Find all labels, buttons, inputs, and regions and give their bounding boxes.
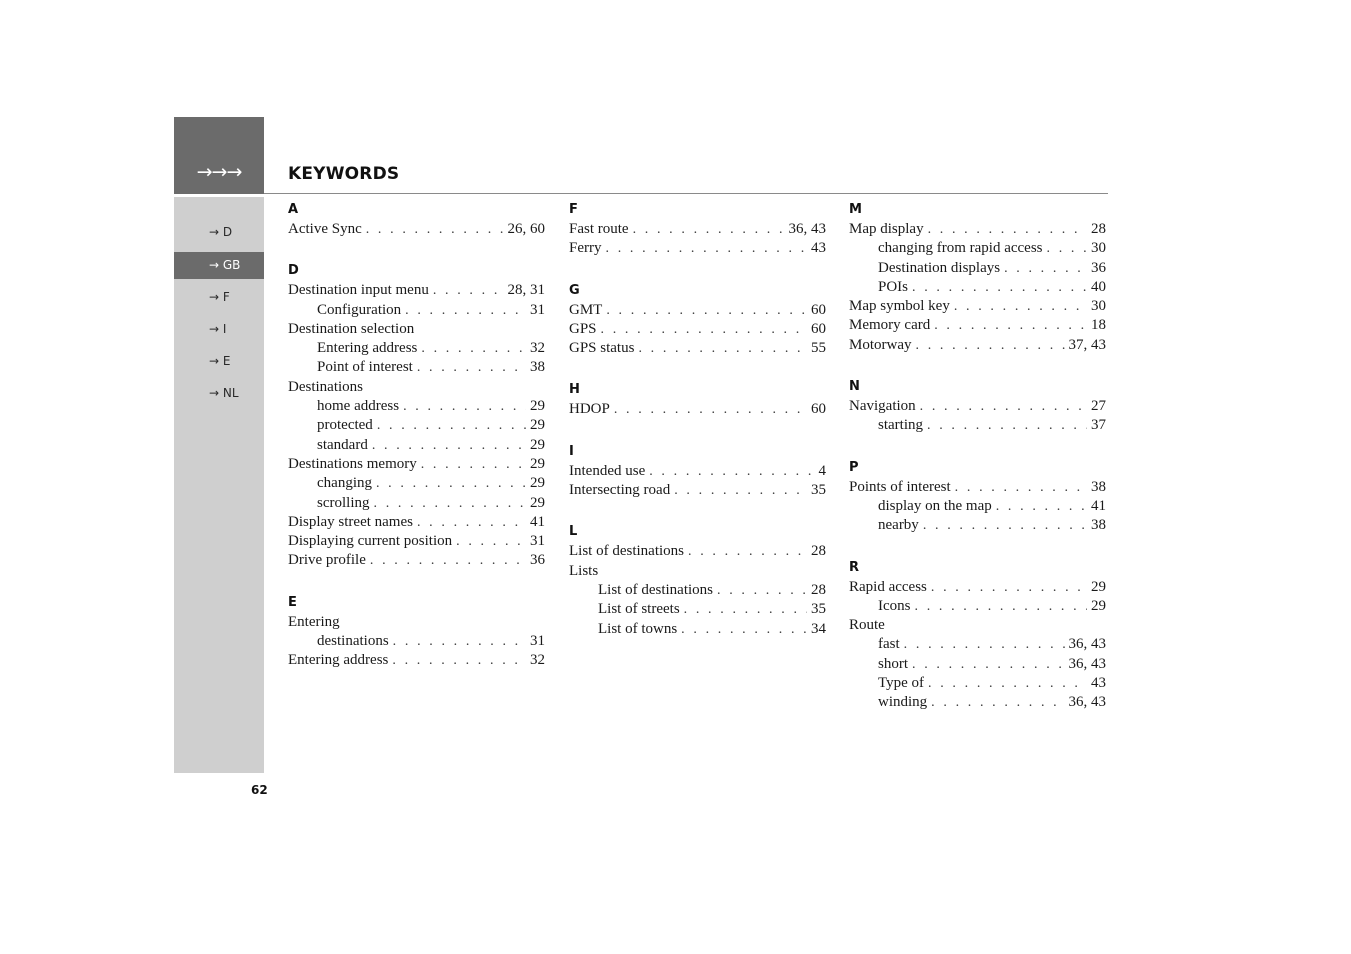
dot-leader xyxy=(920,397,1087,416)
entry-page: 60 xyxy=(811,301,826,318)
index-entry xyxy=(288,220,545,239)
dot-leader xyxy=(684,600,807,619)
entry-term: POIs xyxy=(878,278,909,295)
page-title: KEYWORDS xyxy=(288,164,400,184)
index-entry xyxy=(288,378,545,397)
entry-term: Navigation xyxy=(849,398,916,415)
entry-page: 41 xyxy=(1091,497,1106,514)
entry-term: Display street names xyxy=(288,513,413,530)
dot-leader xyxy=(916,336,1065,355)
page-number: 62 xyxy=(251,783,268,797)
entry-page: 28 xyxy=(1091,221,1106,237)
index-column-3 xyxy=(849,200,1106,735)
entry-page: 29 xyxy=(1091,597,1106,614)
entry-term: Route xyxy=(849,617,885,634)
dot-leader xyxy=(955,478,1087,497)
entry-term: List of destinations xyxy=(598,581,713,598)
index-subentry xyxy=(849,597,1106,616)
entry-page: 41 xyxy=(530,513,545,530)
dot-leader xyxy=(417,513,526,532)
language-tab[interactable]: → F xyxy=(209,290,230,304)
index-entry xyxy=(849,220,1106,239)
entry-term: Destinations xyxy=(288,378,363,395)
entry-page: 36, 43 xyxy=(1068,694,1106,711)
section-letter: E xyxy=(288,594,297,610)
entry-term: Points of interest xyxy=(849,478,951,495)
entry-term: Ferry xyxy=(569,240,602,257)
dot-leader xyxy=(904,635,1065,654)
entry-term: destinations xyxy=(317,633,389,650)
index-section xyxy=(849,558,1106,713)
entry-term: fast xyxy=(878,636,900,653)
dot-leader xyxy=(376,474,526,493)
index-entry xyxy=(288,513,545,532)
dot-leader xyxy=(403,397,526,416)
entry-term: scrolling xyxy=(317,494,370,511)
header-tab xyxy=(174,117,264,194)
index-subentry xyxy=(288,436,545,455)
index-subentry xyxy=(569,581,826,600)
index-section xyxy=(849,377,1106,436)
index-entry xyxy=(849,578,1106,597)
dot-leader xyxy=(681,620,807,639)
dot-leader xyxy=(1047,239,1087,258)
dot-leader xyxy=(366,220,504,239)
index-subentry xyxy=(849,674,1106,693)
index-subentry xyxy=(288,358,545,377)
dot-leader xyxy=(456,532,526,551)
entry-term: Motorway xyxy=(849,336,912,353)
entry-page: 37 xyxy=(1091,417,1106,434)
index-entry xyxy=(288,455,545,474)
index-entry xyxy=(288,613,545,632)
entry-page: 32 xyxy=(530,652,545,669)
section-letter: G xyxy=(569,282,580,298)
index-subentry xyxy=(849,239,1106,258)
index-section xyxy=(569,442,826,501)
entry-page: 31 xyxy=(530,533,545,550)
entry-term: Map display xyxy=(849,221,924,237)
dot-leader xyxy=(934,316,1087,335)
dot-leader xyxy=(912,278,1087,297)
dot-leader xyxy=(954,297,1087,316)
index-section xyxy=(569,522,826,638)
index-entry xyxy=(569,562,826,581)
language-tab[interactable]: → E xyxy=(209,354,231,368)
entry-term: Memory card xyxy=(849,317,931,334)
entry-page: 29 xyxy=(530,398,545,415)
entry-page: 28, 31 xyxy=(507,282,545,299)
entry-page: 36, 43 xyxy=(1068,655,1106,672)
section-letter: F xyxy=(569,202,578,217)
section-letter: L xyxy=(569,524,578,540)
index-subentry xyxy=(849,655,1106,674)
entry-page: 35 xyxy=(811,601,826,618)
entry-term: changing xyxy=(317,475,372,492)
entry-term: GPS status xyxy=(569,340,635,357)
dot-leader xyxy=(912,655,1065,674)
index-column-2 xyxy=(569,200,826,661)
index-section xyxy=(569,380,826,419)
section-letter: I xyxy=(569,443,574,459)
index-entry xyxy=(569,320,826,339)
section-letter: H xyxy=(569,382,580,398)
section-letter: A xyxy=(288,202,299,217)
dot-leader xyxy=(1004,259,1087,278)
entry-page: 26, 60 xyxy=(507,221,545,237)
dot-leader xyxy=(377,416,526,435)
dot-leader xyxy=(417,358,526,377)
index-subentry xyxy=(288,397,545,416)
header-divider xyxy=(264,193,1108,194)
entry-term: Rapid access xyxy=(849,578,927,595)
index-entry xyxy=(849,316,1106,335)
entry-term: Lists xyxy=(569,562,599,579)
entry-term: Drive profile xyxy=(288,552,366,569)
entry-term: Intended use xyxy=(569,462,646,479)
index-subentry xyxy=(288,339,545,358)
dot-leader xyxy=(688,542,807,561)
entry-term: Destination input menu xyxy=(288,282,429,299)
entry-page: 29 xyxy=(530,417,545,434)
entry-page: 29 xyxy=(530,475,545,492)
index-entry xyxy=(288,551,545,570)
entry-page: 29 xyxy=(530,436,545,453)
entry-page: 32 xyxy=(530,340,545,357)
entry-term: Entering address xyxy=(288,652,389,669)
entry-term: GPS xyxy=(569,320,597,337)
entry-page: 38 xyxy=(1091,478,1106,495)
index-subentry xyxy=(288,632,545,651)
entry-term: standard xyxy=(317,436,368,453)
entry-page: 40 xyxy=(1091,278,1106,295)
index-entry xyxy=(569,462,826,481)
index-subentry xyxy=(849,278,1106,297)
dot-leader xyxy=(649,462,814,481)
entry-page: 30 xyxy=(1091,240,1106,257)
entry-term: Entering address xyxy=(317,340,418,357)
entry-page: 36 xyxy=(1091,259,1106,276)
entry-page: 27 xyxy=(1091,398,1106,415)
entry-page: 28 xyxy=(811,543,826,560)
dot-leader xyxy=(674,481,807,500)
section-letter: N xyxy=(849,379,860,395)
dot-leader xyxy=(374,494,527,513)
section-letter: M xyxy=(849,202,862,217)
dot-leader xyxy=(717,581,807,600)
entry-term: display on the map xyxy=(878,497,992,514)
entry-term: Fast route xyxy=(569,221,629,237)
entry-term: Map symbol key xyxy=(849,298,950,315)
entry-page: 38 xyxy=(530,359,545,376)
language-tab[interactable]: → D xyxy=(209,225,233,239)
dot-leader xyxy=(606,301,807,320)
entry-page: 36, 43 xyxy=(788,221,826,237)
entry-page: 37, 43 xyxy=(1068,336,1106,353)
entry-term: nearby xyxy=(878,517,919,534)
language-sidebar xyxy=(174,197,264,773)
index-entry xyxy=(569,301,826,320)
dot-leader xyxy=(372,436,526,455)
index-entry xyxy=(288,532,545,551)
dot-leader xyxy=(931,693,1064,712)
entry-term: Entering xyxy=(288,613,340,630)
index-subentry xyxy=(849,259,1106,278)
dot-leader xyxy=(606,239,808,258)
dot-leader xyxy=(923,516,1087,535)
entry-page: 28 xyxy=(811,581,826,598)
index-section xyxy=(569,200,826,259)
entry-term: Displaying current position xyxy=(288,533,453,550)
entry-term: Intersecting road xyxy=(569,482,671,499)
entry-term: changing from rapid access xyxy=(878,240,1043,257)
dot-leader xyxy=(633,220,785,239)
section-letter: R xyxy=(849,559,860,575)
index-subentry xyxy=(849,516,1106,535)
index-entry xyxy=(288,320,545,339)
entry-term: starting xyxy=(878,417,923,434)
index-subentry xyxy=(849,693,1106,712)
entry-page: 29 xyxy=(530,455,545,472)
dot-leader xyxy=(433,281,504,300)
index-entry xyxy=(849,397,1106,416)
dot-leader xyxy=(928,220,1087,239)
index-subentry xyxy=(849,635,1106,654)
dot-leader xyxy=(601,320,807,339)
dot-leader xyxy=(927,416,1087,435)
index-entry xyxy=(569,400,826,419)
index-entry xyxy=(569,339,826,358)
section-letter: P xyxy=(849,459,859,475)
dot-leader xyxy=(421,455,526,474)
index-column-1 xyxy=(288,200,545,693)
entry-page: 55 xyxy=(811,340,826,357)
section-letter: D xyxy=(288,263,299,279)
entry-term: Active Sync xyxy=(288,221,362,237)
entry-term: Icons xyxy=(878,597,911,614)
index-entry xyxy=(569,481,826,500)
entry-page: 31 xyxy=(530,301,545,318)
entry-page: 29 xyxy=(1091,578,1106,595)
entry-term: Destination selection xyxy=(288,320,415,337)
entry-term: protected xyxy=(317,417,373,434)
index-subentry xyxy=(849,497,1106,516)
triple-arrow-icon: →→→ xyxy=(196,161,242,183)
dot-leader xyxy=(638,339,807,358)
entry-term: List of destinations xyxy=(569,543,684,560)
entry-page: 30 xyxy=(1091,298,1106,315)
index-entry xyxy=(849,297,1106,316)
language-tab[interactable]: → NL xyxy=(209,386,239,400)
entry-term: short xyxy=(878,655,908,672)
entry-page: 35 xyxy=(811,482,826,499)
entry-page: 34 xyxy=(811,620,826,637)
index-subentry xyxy=(288,416,545,435)
entry-term: Configuration xyxy=(317,301,402,318)
dot-leader xyxy=(392,651,526,670)
dot-leader xyxy=(931,578,1087,597)
dot-leader xyxy=(393,632,526,651)
dot-leader xyxy=(915,597,1088,616)
entry-page: 60 xyxy=(811,320,826,337)
index-subentry xyxy=(288,474,545,493)
index-subentry xyxy=(288,301,545,320)
index-section xyxy=(288,200,545,239)
entry-term: List of streets xyxy=(598,601,680,618)
dot-leader xyxy=(421,339,526,358)
dot-leader xyxy=(928,674,1087,693)
entry-term: HDOP xyxy=(569,401,610,418)
index-section xyxy=(569,281,826,359)
index-subentry xyxy=(569,620,826,639)
entry-page: 31 xyxy=(530,633,545,650)
index-section xyxy=(288,261,545,570)
entry-page: 29 xyxy=(530,494,545,511)
entry-term: GMT xyxy=(569,301,603,318)
index-entry xyxy=(569,220,826,239)
index-subentry xyxy=(288,494,545,513)
language-tab[interactable]: → GB xyxy=(174,252,264,279)
entry-page: 36, 43 xyxy=(1068,636,1106,653)
index-section xyxy=(849,458,1106,536)
index-entry xyxy=(849,616,1106,635)
index-subentry xyxy=(849,416,1106,435)
index-entry xyxy=(569,542,826,561)
entry-term: winding xyxy=(878,694,928,711)
index-entry xyxy=(288,281,545,300)
entry-page: 43 xyxy=(1091,675,1106,692)
dot-leader xyxy=(996,497,1087,516)
entry-term: Point of interest xyxy=(317,359,413,376)
entry-page: 38 xyxy=(1091,517,1106,534)
entry-term: home address xyxy=(317,398,400,415)
language-tab[interactable]: → I xyxy=(209,322,227,336)
index-entry xyxy=(569,239,826,258)
index-subentry xyxy=(569,600,826,619)
index-entry xyxy=(288,651,545,670)
entry-term: Type of xyxy=(878,675,925,692)
entry-page: 36 xyxy=(530,552,545,569)
entry-page: 60 xyxy=(811,401,826,418)
entry-page: 18 xyxy=(1091,317,1106,334)
dot-leader xyxy=(370,551,526,570)
index-section xyxy=(288,593,545,671)
index-section xyxy=(849,200,1106,355)
entry-page: 43 xyxy=(811,240,826,257)
entry-term: Destinations memory xyxy=(288,455,417,472)
index-entry xyxy=(849,336,1106,355)
dot-leader xyxy=(614,400,807,419)
entry-term: Destination displays xyxy=(878,259,1001,276)
entry-term: List of towns xyxy=(598,620,678,637)
dot-leader xyxy=(405,301,526,320)
entry-page: 4 xyxy=(818,462,826,479)
index-entry xyxy=(849,478,1106,497)
